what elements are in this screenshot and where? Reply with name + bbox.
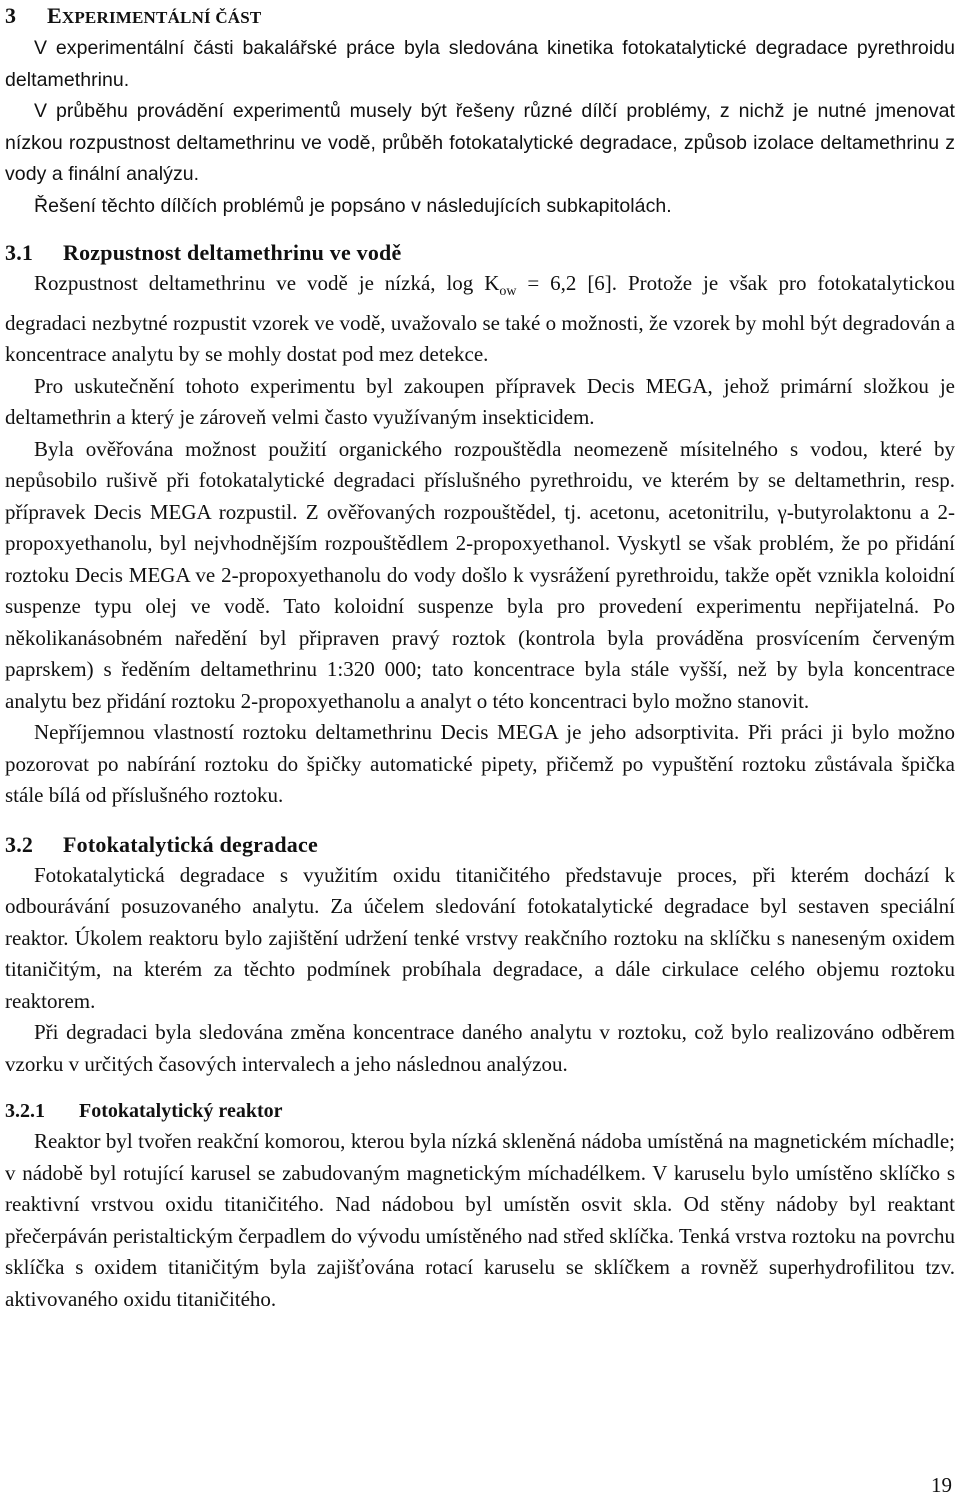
log-kow-formula: $\log K_{ow} = 6,2$ [6]. [446,271,618,299]
chapter-title-initial: E [47,3,62,28]
subsection-title: Fotokatalytický reaktor [79,1100,283,1122]
section-title: Rozpustnost deltamethrinu ve vodě [63,240,402,265]
solubility-text-before: Rozpustnost deltamethrinu ve vodě je nízká, [34,271,436,295]
chapter-solutions-paragraph: Řešení těchto dílčích problémů je popsáno v následujících subkapitolách. [34,194,672,217]
chapter-problems-paragraph: V průběhu provádění experimentů musely být řešeny různé dílčí problémy, z nichž je nutné jmenovat nízkou rozpustnost deltamethrinu ve vodě, průběh fotokatalytické degradace, způsob izolace deltamethrinu z vody a finální analýzu. [5,100,955,185]
chapter-number: 3 [5,3,17,28]
chapter-intro-paragraph: V experimentální části bakalářské práce byla sledována kinetika fotokatalytické degradace pyrethroidu deltamethrinu. [5,37,955,91]
section-heading-3-1 [5,238,955,268]
reactor-paragraph: Reaktor byl tvořen reakční komorou, kterou byla nízká skleněná nádoba umístěná na magnetickém míchadle; v nádobě byl rotující karusel se zabudovaným magnetickým míchadélkem. V karuselu bylo umístěno sklíčko s reaktivní vrstvou oxidu titaničitého. Nad nádobou byl umístěn osvit skla. Od stěny nádoby byl reaktant přečerpáván peristaltickým čerpadlem do vývodu umístěného nad střed sklíčka. Tenká vrstva roztoku na povrchu sklíčka s oxidem titaničitým byla zajišťována rotací karuselu se sklíčkem a rovněž superhydrofilitou tzv. aktivovaného oxidu titaničitého. [5,1129,955,1311]
chapter-title-rest: XPERIMENTÁLNÍ ČÁST [61,8,262,27]
chapter-heading [5,0,955,33]
solubility-text-after: Protože je však pro fotokatalytickou degradaci nezbytné rozpustit vzorek ve vodě, uvažovalo se také o možnosti, že vzorek by mohl být degradován a koncentrace analytu by se mohly dostat pod mez detekce. [5,271,956,366]
degradation-monitoring-paragraph: Při degradaci byla sledována změna koncentrace daného analytu v roztoku, což bylo realizováno odběrem vzorku v určitých časových intervalech a jeho následnou analýzou. [5,1020,955,1076]
photocatalysis-paragraph: Fotokatalytická degradace s využitím oxidu titaničitého představuje proces, při kterém dochází k odbourávání posuzovaného analytu. Za účelem sledování fotokatalytické degradace byl sestaven speciální reaktor. Úkolem reaktoru bylo zajištění udržení tenké vrstvy reakčního roztoku na sklíčku s naneseným oxidem titaničitým, na kterém za těchto podmínek probíhala degradace, a dále cirkulace celého objemu roztoku reaktorem. [5,862,955,1013]
solubility-paragraph [5,268,955,371]
page-number: 19 [931,1473,952,1497]
section-number: 3.2 [5,831,34,857]
subsection-heading-3-2-1 [5,1096,955,1126]
section-number: 3.1 [5,240,34,265]
solvent-paragraph: Byla ověřována možnost použití organického rozpouštědla neomezeně mísitelného s vodou, které by nepůsobilo rušivě při fotokatalytické degradaci příslušného pyrethroidu, ve kterém by se deltamethrin, resp. přípravek Decis MEGA rozpustil. Z ověřovaných rozpouštědel, tj. acetonu, acetonitrilu, γ-butyrolaktonu a 2-propoxyethanolu, byl nejvhodnějším rozpouštědlem 2-propoxyethanol. Vyskytl se však problém, že po přidání roztoku Decis MEGA ve 2-propoxyethanolu do vody došlo k vysrážení pyrethroidu, takže opět vznikla koloidní suspenze typu olej ve vodě. Tato koloidní suspenze byla pro provedení experimentu nepřijatelná. Po několikanásobném naředění byl připraven pravý roztok (kontrola byla prováděna prosvícením červeným paprskem) s ředěním deltamethrinu 1:320 000; tato koncentrace byla stále vyšší, než by byla koncentrace analytu bez přidání roztoku 2-propoxyethanolu a analyt o této koncentraci bylo možno stanovit. [5,436,955,713]
decis-mega-paragraph: Pro uskutečnění tohoto experimentu byl zakoupen přípravek Decis MEGA, jehož primární složkou je deltamethrin a který je zároveň velmi často využívaným insekticidem. [5,373,955,429]
subsection-number: 3.2.1 [5,1100,45,1122]
adsorptivity-paragraph: Nepříjemnou vlastností roztoku deltamethrinu Decis MEGA je jeho adsorptivita. Při práci ji bylo možno pozorovat po nabírání roztoku do špičky automatické pipety, přičemž po vypuštění roztoku zůstávala špička stále bílá od příslušného roztoku. [5,720,955,807]
section-heading-3-2 [5,830,955,860]
section-title: Fotokatalytická degradace [63,831,318,857]
